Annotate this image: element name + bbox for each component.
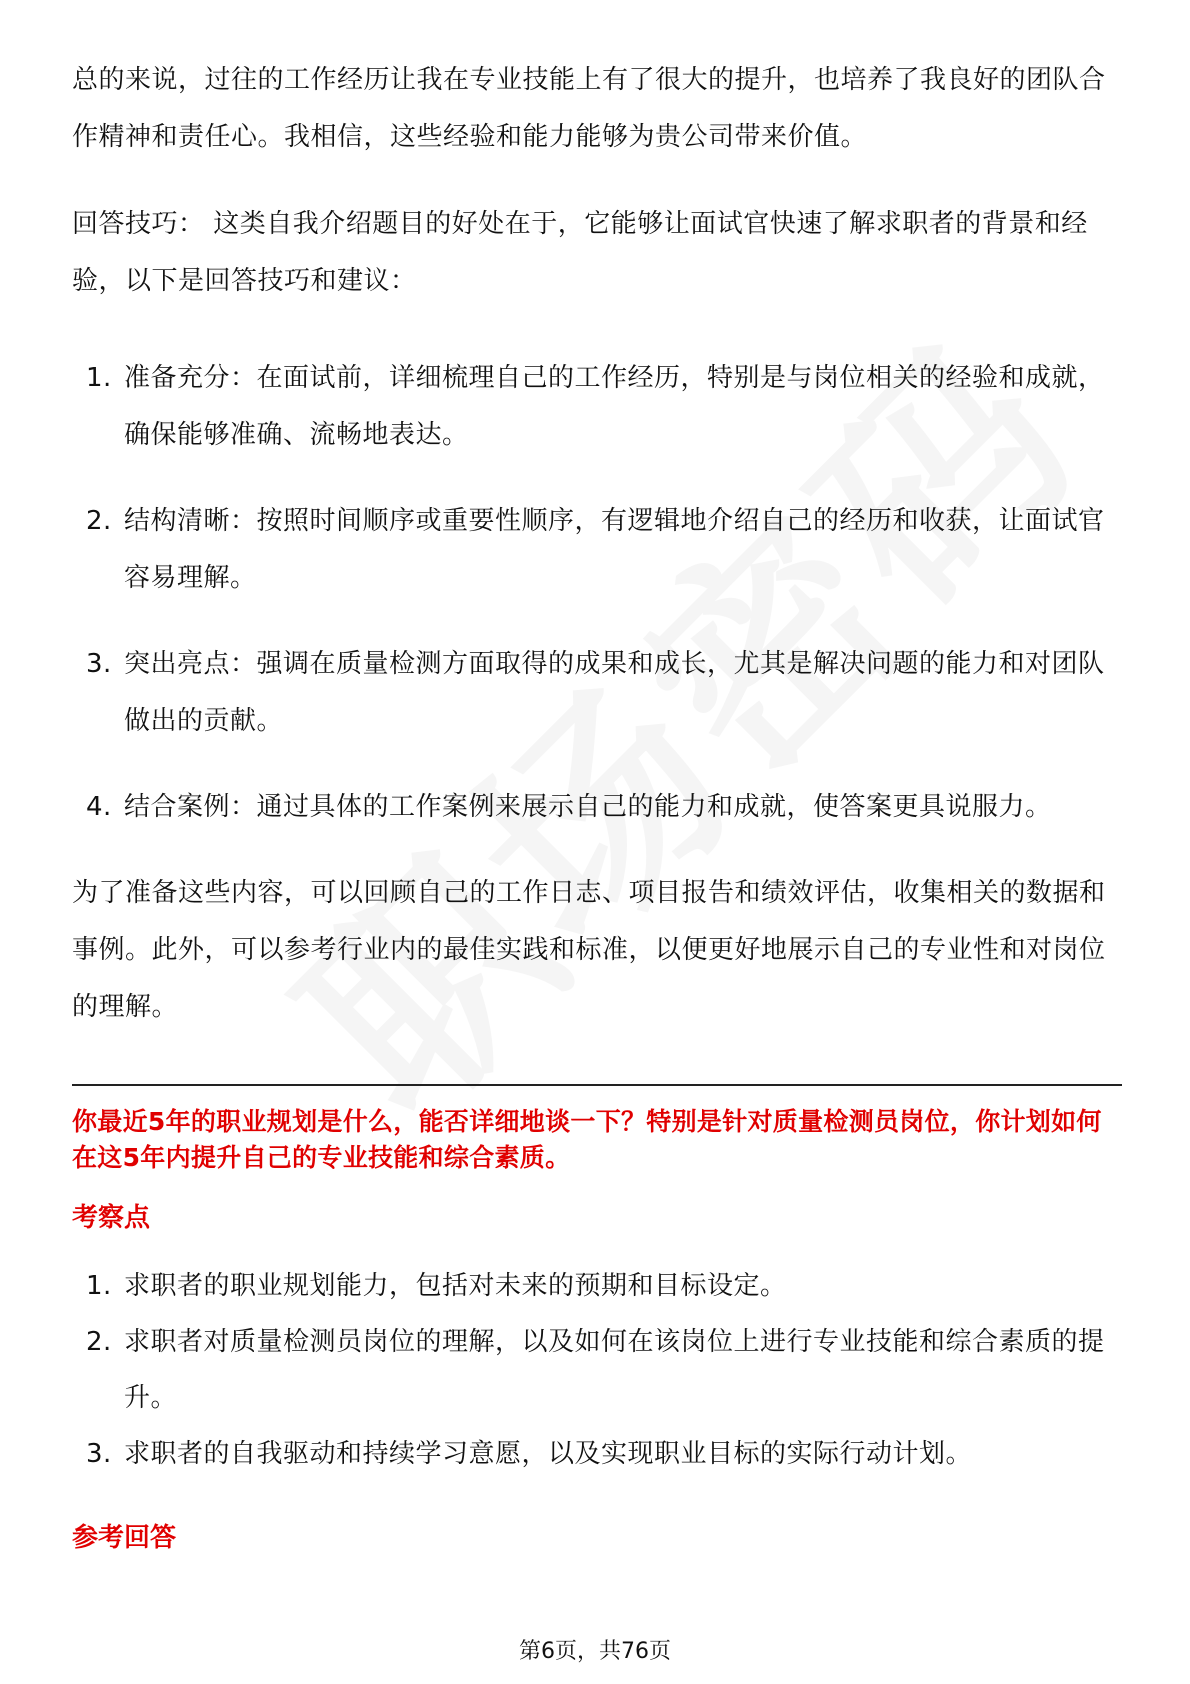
examine-points-heading: 考察点 xyxy=(72,1203,151,1233)
list-item-text: 结合案例：通过具体的工作案例来展示自己的能力和成就，使答案更具说服力。 xyxy=(124,792,1052,822)
list-item xyxy=(72,1426,1122,1482)
list-item-text: 求职者的自我驱动和持续学习意愿，以及实现职业目标的实际行动计划。 xyxy=(124,1439,973,1469)
list-item-text: 突出亮点：强调在质量检测方面取得的成果和成长，尤其是解决问题的能力和对团队做出的贡献。 xyxy=(124,649,1105,736)
tips-list xyxy=(72,350,1122,836)
list-number: 2. xyxy=(86,506,112,536)
list-item xyxy=(72,350,1122,464)
list-item-text: 结构清晰：按照时间顺序或重要性顺序，有逻辑地介绍自己的经历和收获，让面试官容易理解。 xyxy=(124,506,1105,593)
list-item xyxy=(72,636,1122,750)
answer-tips-intro: 回答技巧： 这类自我介绍题目的好处在于，它能够让面试官快速了解求职者的背景和经验，以下是回答技巧和建议： xyxy=(72,209,1088,296)
list-item-text: 求职者对质量检测员岗位的理解，以及如何在该岗位上进行专业技能和综合素质的提升。 xyxy=(124,1327,1105,1413)
list-number: 1. xyxy=(86,363,112,393)
list-item xyxy=(72,1314,1122,1426)
section-divider xyxy=(72,1084,1122,1086)
page-content xyxy=(72,52,1122,1558)
summary-paragraph: 总的来说，过往的工作经历让我在专业技能上有了很大的提升，也培养了我良好的团队合作精神和责任心。我相信，这些经验和能力能够为贵公司带来价值。 xyxy=(72,65,1106,152)
list-item xyxy=(72,779,1122,836)
list-number: 3. xyxy=(86,649,112,679)
list-number: 1. xyxy=(86,1271,112,1301)
list-item xyxy=(72,493,1122,607)
list-item-text: 准备充分：在面试前，详细梳理自己的工作经历，特别是与岗位相关的经验和成就，确保能够准确、流畅地表达。 xyxy=(124,363,1105,450)
list-item-text: 求职者的职业规划能力，包括对未来的预期和目标设定。 xyxy=(124,1271,787,1301)
reference-answer-heading: 参考回答 xyxy=(72,1523,177,1553)
list-number: 4. xyxy=(86,792,112,822)
list-number: 3. xyxy=(86,1439,112,1469)
list-number: 2. xyxy=(86,1327,112,1357)
page-footer: 第6页，共76页 xyxy=(519,1639,671,1664)
closing-paragraph: 为了准备这些内容，可以回顾自己的工作日志、项目报告和绩效评估，收集相关的数据和事例。此外，可以参考行业内的最佳实践和标准，以便更好地展示自己的专业性和对岗位的理解。 xyxy=(72,878,1106,1022)
examine-points-list xyxy=(72,1258,1122,1482)
list-item xyxy=(72,1258,1122,1314)
interview-question: 你最近5年的职业规划是什么，能否详细地谈一下？特别是针对质量检测员岗位，你计划如何在这5年内提升自己的专业技能和综合素质。 xyxy=(72,1107,1102,1172)
